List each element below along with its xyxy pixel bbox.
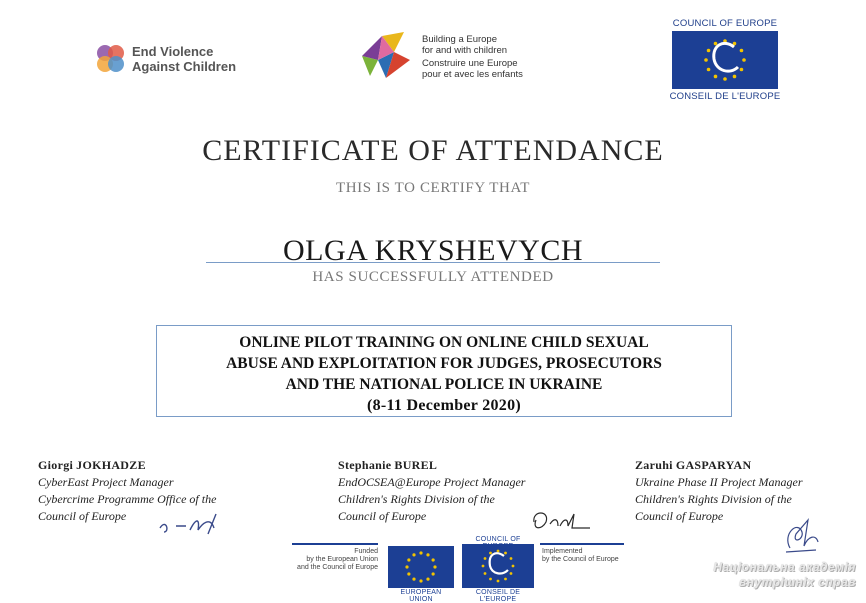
signature-2-icon: [528, 506, 598, 536]
signatory-2-first: Stephanie: [338, 458, 392, 472]
funded-text: [292, 548, 378, 572]
signatory-1-role1: CyberEast Project Manager: [38, 475, 174, 489]
evac-line2: Against Children: [132, 59, 237, 74]
flag-star: [432, 572, 435, 575]
bef-en-line2: for and with children: [422, 45, 508, 56]
watermark-line1: Національна академія: [713, 560, 856, 574]
impl-line2: by the Council of Europe: [542, 556, 619, 563]
recipient-name: OLGA KRYSHEVYCH: [282, 234, 584, 267]
flag-star: [504, 552, 507, 555]
bef-fr-line2: pour et avec les enfants: [422, 69, 523, 80]
flag-star: [510, 572, 513, 575]
flag-star: [707, 68, 711, 72]
flag-star: [497, 550, 500, 553]
flag-star: [742, 58, 746, 62]
building-europe-mark-icon: [356, 26, 416, 86]
flag-star: [432, 558, 435, 561]
implemented-text: [542, 548, 626, 564]
coe-title-fr: CONSEIL DE L'EUROPE: [669, 91, 781, 102]
attended-line: HAS SUCCESSFULLY ATTENDED: [312, 269, 554, 285]
flag-star: [489, 552, 492, 555]
bef-fr-line1: Construire une Europe: [422, 58, 518, 69]
flag-star: [484, 557, 487, 560]
flag-star: [407, 558, 410, 561]
signature-1-icon: [156, 508, 230, 536]
flag-star: [740, 68, 744, 72]
signatory-3-last: GASPARYAN: [675, 458, 752, 472]
flag-star: [714, 42, 718, 46]
footer-coe-flag-icon: [462, 544, 534, 588]
flag-star: [433, 565, 436, 568]
signatory-2-role3: Council of Europe: [338, 509, 427, 523]
flag-star: [714, 75, 718, 79]
end-violence-logo: [94, 40, 244, 80]
flag-star: [733, 75, 737, 79]
flag-star: [412, 578, 415, 581]
eu-flag-icon: [388, 546, 454, 588]
flag-star: [419, 579, 422, 582]
flag-star: [426, 578, 429, 581]
flag-star: [504, 578, 507, 581]
coe-title-en: COUNCIL OF EUROPE: [672, 18, 778, 29]
signatory-3-role3: Council of Europe: [635, 509, 724, 523]
signatory-2-role1: EndOCSEA@Europe Project Manager: [338, 475, 526, 489]
flag-star: [426, 553, 429, 556]
flag-star: [407, 572, 410, 575]
signatory-2: [338, 457, 525, 525]
flag-star: [412, 553, 415, 556]
flag-star: [482, 565, 485, 568]
building-europe-logo: [356, 26, 536, 90]
signatory-1-last: JOKHADZE: [76, 458, 146, 472]
signatory-1-role2: Cybercrime Programme Office of the: [38, 492, 217, 506]
signatory-3-first: Zaruhi: [635, 458, 673, 472]
footer-coe-bottom: CONSEIL DE L'EUROPE: [475, 589, 521, 603]
flag-star: [510, 557, 513, 560]
course-line1: ONLINE PILOT TRAINING ON ONLINE CHILD SEXUAL: [239, 334, 649, 351]
signature-3-icon: [778, 514, 824, 558]
flag-star: [723, 77, 727, 81]
funded-line1: Funded: [354, 548, 378, 555]
certify-line: THIS IS TO CERTIFY THAT: [335, 180, 531, 196]
watermark: [660, 560, 856, 590]
signatory-1-first: Giorgi: [38, 458, 74, 472]
impl-line1: Implemented: [542, 548, 583, 555]
flag-star: [484, 572, 487, 575]
bef-en-line1: Building a Europe: [422, 34, 497, 45]
footer-coe-top: COUNCIL OF: [475, 536, 521, 543]
course-box: [156, 325, 732, 417]
course-line3: AND THE NATIONAL POLICE IN UKRAINE: [285, 376, 603, 393]
flag-star: [512, 565, 515, 568]
footer-right-rule: [540, 543, 624, 545]
funded-line2: by the European Union: [306, 556, 378, 563]
footer-left-rule: [292, 543, 378, 545]
flag-star: [405, 565, 408, 568]
coe-flag-icon: [672, 31, 778, 89]
council-of-europe-logo: [668, 18, 782, 104]
flag-star: [707, 49, 711, 53]
evac-line1: End Violence: [132, 44, 214, 59]
flag-star: [497, 580, 500, 583]
course-dates: (8-11 December 2020): [366, 397, 522, 414]
end-violence-mark-icon: [94, 42, 128, 76]
signatory-1-role3: Council of Europe: [38, 509, 127, 523]
certificate-title: CERTIFICATE OF ATTENDANCE: [202, 134, 664, 167]
signatory-3-role2: Children's Rights Division of the: [635, 492, 792, 506]
flag-star: [489, 578, 492, 581]
course-line2: ABUSE AND EXPLOITATION FOR JUDGES, PROSECUTORS: [226, 355, 662, 372]
name-underline: [206, 262, 660, 263]
eu-caption: EUROPEAN UNION: [400, 589, 442, 603]
flag-star: [740, 49, 744, 53]
signatory-2-role2: Children's Rights Division of the: [338, 492, 495, 506]
signatory-3-role1: Ukraine Phase II Project Manager: [635, 475, 803, 489]
flag-star: [419, 551, 422, 554]
watermark-line2: внутрішніх справ: [738, 575, 856, 589]
funded-line3: and the Council of Europe: [297, 564, 378, 571]
signatory-2-last: BUREL: [394, 458, 438, 472]
flag-star: [704, 58, 708, 62]
